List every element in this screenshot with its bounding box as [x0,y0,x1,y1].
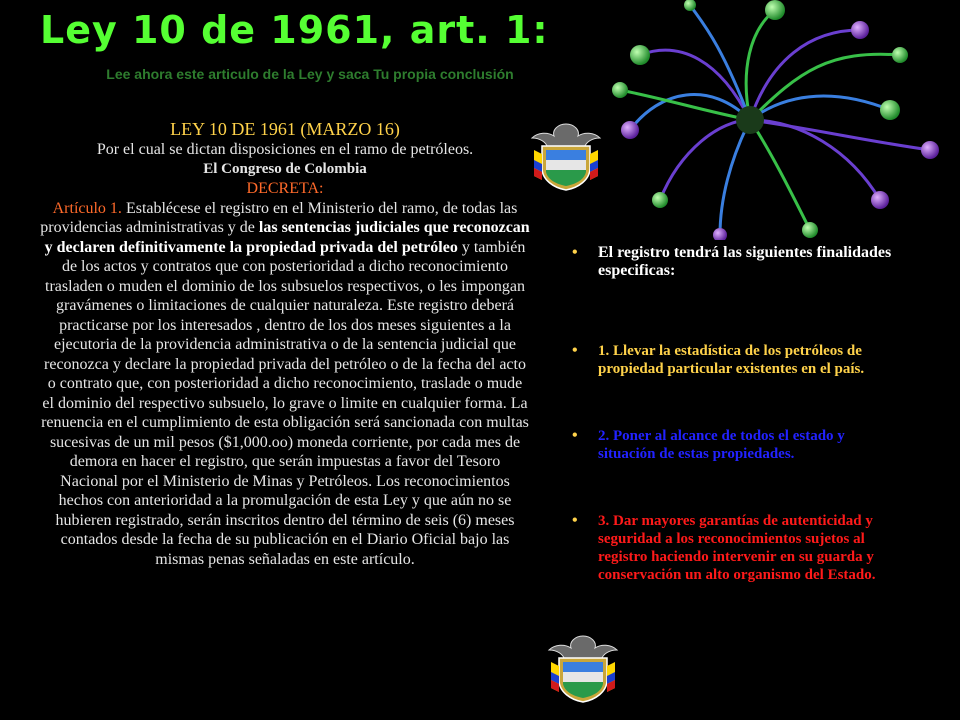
colombia-coat-of-arms-icon [545,632,621,706]
colombia-coat-of-arms-icon [528,120,604,194]
list-intro: • El registro tendrá las siguientes finalidades especificas: [572,244,892,280]
law-heading: LEY 10 DE 1961 (MARZO 16) [170,119,400,139]
list-item: • 2. Poner al alcance de todos el estado y situación de estas propiedades. [572,427,892,463]
list-item: • 1. Llevar la estadística de los petróleos de propiedad particular existentes en el país. [572,342,892,378]
law-article-paragraph [40,199,530,570]
article-text-part-1: Establécese el registro en el Ministerio del ramo, de todas las providencias administrativas y de [40,199,518,236]
purposes-list [572,244,892,584]
decorative-plant-icon [600,0,960,240]
law-text-block [40,118,530,569]
list-item: • 3. Dar mayores garantías de autenticidad y seguridad a los reconocimientos sujetos al registro haciendo intervenir en su guarda y conservación un alto organismo del Estado. [572,512,892,584]
article-label: Artículo 1. [52,199,122,217]
article-text-bold: las sentencias judiciales que reconozcan y declaren definitivamente la propiedad privada del petróleo [44,219,530,256]
law-subheading: Por el cual se dictan disposiciones en el ramo de petróleos. [96,141,474,158]
law-decreta: DECRETA: [246,180,324,197]
slide-subtitle: Lee ahora este articulo de la Ley y saca Tu propia conclusión [106,66,514,82]
slide-title: Ley 10 de 1961, art. 1: [40,8,549,52]
law-issuer: El Congreso de Colombia [203,160,367,177]
article-text-part-2: y también de los actos y contratos que con posterioridad a dicho reconocimiento trasladen o muden el dominio de los subsuelos respectivos, o les impongan gravámenes o limitaciones de cualquier naturaleza. Este registro deberá practicarse por los interesados , dentro de los dos meses siguientes a la ejecutoria de la providencia administrativa o de la sentencia judicial que reconozca y declare la propiedad privada del petróleo o de la fecha del acto o contrato que, con posterioridad a dicho reconocimiento, traslade o mude el dominio del respectivo subsuelo, lo grave o limite en cualquier forma. La renuencia en el cumplimiento de esta obligación será sancionada con multas sucesivas de un mil pesos ($1,000.oo) moneda corriente, por cada mes de demora en hacer el registro, que serán impuestas a favor del Tesoro Nacional por el Ministerio de Minas y Petróleos. Los reconocimientos hechos con anterioridad a la promulgación de esta Ley y que aún no se hubieren registrado, serán inscritos dentro del término de seis (6) meses contados desde la fecha de su publicación en el Diario Oficial bajo las mismas penas señaladas en este artículo. [41,238,529,568]
